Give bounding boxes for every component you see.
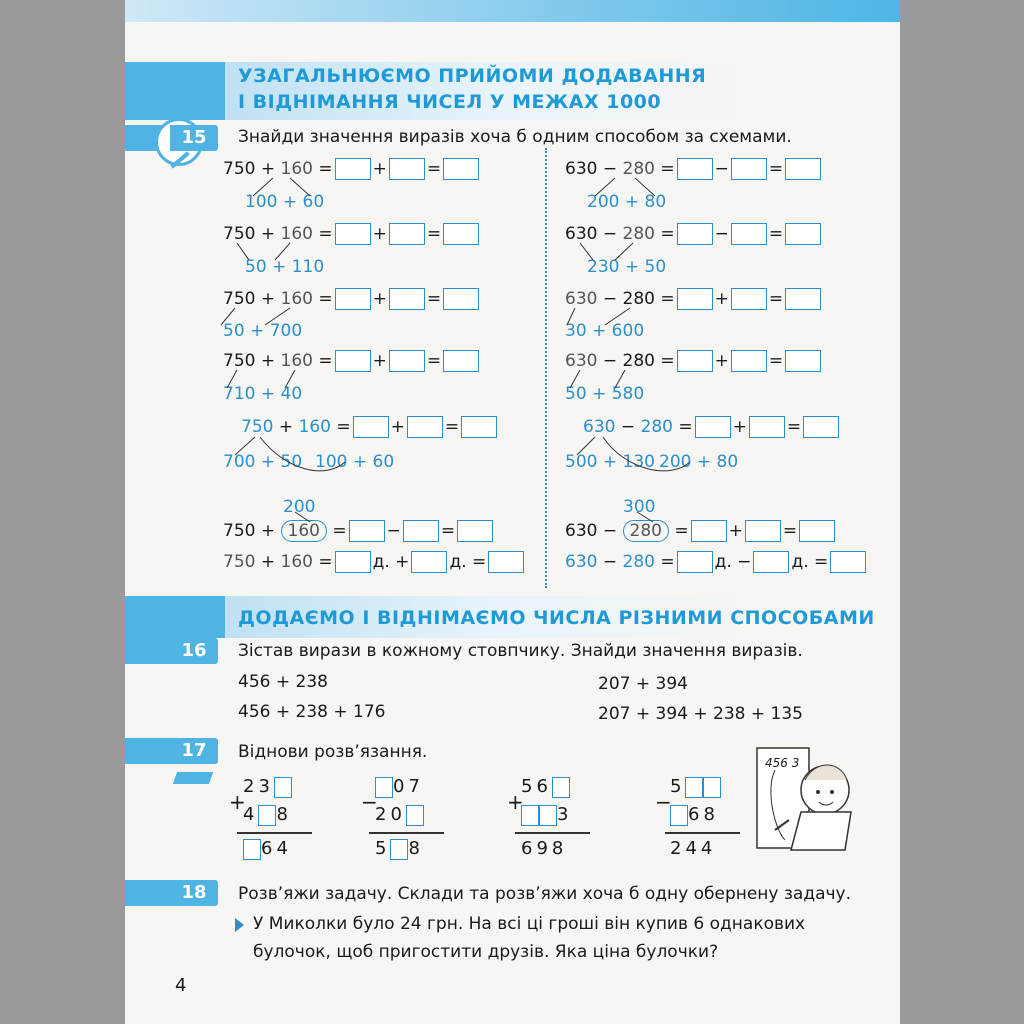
t15-right-row3: 630 − 280 = + = <box>565 288 823 310</box>
t15-right-round-row: 630 − 280 = + = <box>565 520 837 542</box>
task-number-16: 16 <box>170 638 218 664</box>
task16-instruction: Зістав вирази в кожному стовпчику. Знайди значення виразів. <box>238 641 803 661</box>
t16-col1-expr1: 456 + 238 <box>238 672 328 692</box>
t15-left-split5b: 100 + 60 <box>315 452 395 472</box>
calc3: 56 3 698 <box>521 776 573 859</box>
page-number: 4 <box>175 975 187 996</box>
t15-right-split5b: 200 + 80 <box>659 452 739 472</box>
plus-sign: + <box>507 790 524 814</box>
t15-left-split3: 50 + 700 <box>223 321 303 341</box>
t16-col2-expr2: 207 + 394 + 238 + 135 <box>598 704 803 724</box>
t15-right-split1: 200 + 80 <box>587 192 667 212</box>
section2-title: ДОДАЄМО І ВІДНІМАЄМО ЧИСЛА РІЗНИМИ СПОСОБАМИ <box>238 607 875 629</box>
t15-left-split2: 50 + 110 <box>245 257 325 277</box>
task-number-18: 18 <box>170 880 218 906</box>
t15-left-round-top: 200 <box>283 497 316 517</box>
t15-left-split1: 100 + 60 <box>245 192 325 212</box>
task-number-15: 15 <box>170 125 218 151</box>
calc4: 5 68 244 <box>670 773 721 863</box>
workbook-page <box>125 0 900 1024</box>
calc1: 23 4 8 64 <box>243 776 292 859</box>
bullet-arrow-icon <box>235 918 244 932</box>
t15-left-row3: 750 + 160 = + = <box>223 288 481 310</box>
t16-col1-expr2: 456 + 238 + 176 <box>238 702 386 722</box>
t15-right-row4: 630 − 280 = + = <box>565 350 823 372</box>
t15-left-row2: 750 + 160 = + = <box>223 223 481 245</box>
task17-instruction: Віднови розв’язання. <box>238 742 428 762</box>
t15-right-round-top: 300 <box>623 497 656 517</box>
plus-sign: + <box>229 790 246 814</box>
t15-right-split4: 50 + 580 <box>565 384 645 404</box>
task18-instruction: Розв’яжи задачу. Склади та розв’яжи хоча б одну обернену задачу. <box>238 884 852 904</box>
t15-left-row1: 750 + 160 = + = <box>223 158 481 180</box>
t15-right-split3: 30 + 600 <box>565 321 645 341</box>
minus-sign: − <box>361 790 378 814</box>
task18-problem-line2: булочок, щоб пригостити друзів. Яка ціна булочки? <box>253 942 719 962</box>
t15-right-split2: 230 + 50 <box>587 257 667 277</box>
calc2: 07 20 5 8 <box>375 776 424 859</box>
board-text: 456 3 <box>765 756 800 770</box>
t15-right-row2: 630 − 280 = − = <box>565 223 823 245</box>
t15-left-round-row: 750 + 160 = − = <box>223 520 495 542</box>
task15-instruction: Знайди значення виразів хоча б одним способом за схемами. <box>238 127 792 147</box>
t16-col2-expr1: 207 + 394 <box>598 674 688 694</box>
t15-left-split4: 710 + 40 <box>223 384 303 404</box>
t15-left-row4: 750 + 160 = + = <box>223 350 481 372</box>
t15-left-row5: 750 + 160 = + = <box>241 416 499 438</box>
task18-problem-line1: У Миколки було 24 грн. На всі ці гроші він купив 6 однакових <box>253 914 806 934</box>
task-number-strip <box>125 880 170 906</box>
section-title-line2: І ВІДНІМАННЯ ЧИСЕЛ У МЕЖАХ 1000 <box>238 91 662 113</box>
t15-left-digit-row: 750 + 160 = д. + д. = <box>223 551 526 573</box>
task-number-17: 17 <box>170 738 218 764</box>
section-title-line1: УЗАГАЛЬНЮЄМО ПРИЙОМИ ДОДАВАННЯ <box>238 65 707 87</box>
t15-right-row1: 630 − 280 = − = <box>565 158 823 180</box>
t15-left-split5a: 700 + 50 <box>223 452 303 472</box>
t15-right-row5: 630 − 280 = + = <box>583 416 841 438</box>
t15-right-digit-row: 630 − 280 = д. − д. = <box>565 551 868 573</box>
boy-at-board-illustration <box>125 0 900 1024</box>
t15-right-split5a: 500 + 130 <box>565 452 655 472</box>
minus-sign: − <box>655 790 672 814</box>
